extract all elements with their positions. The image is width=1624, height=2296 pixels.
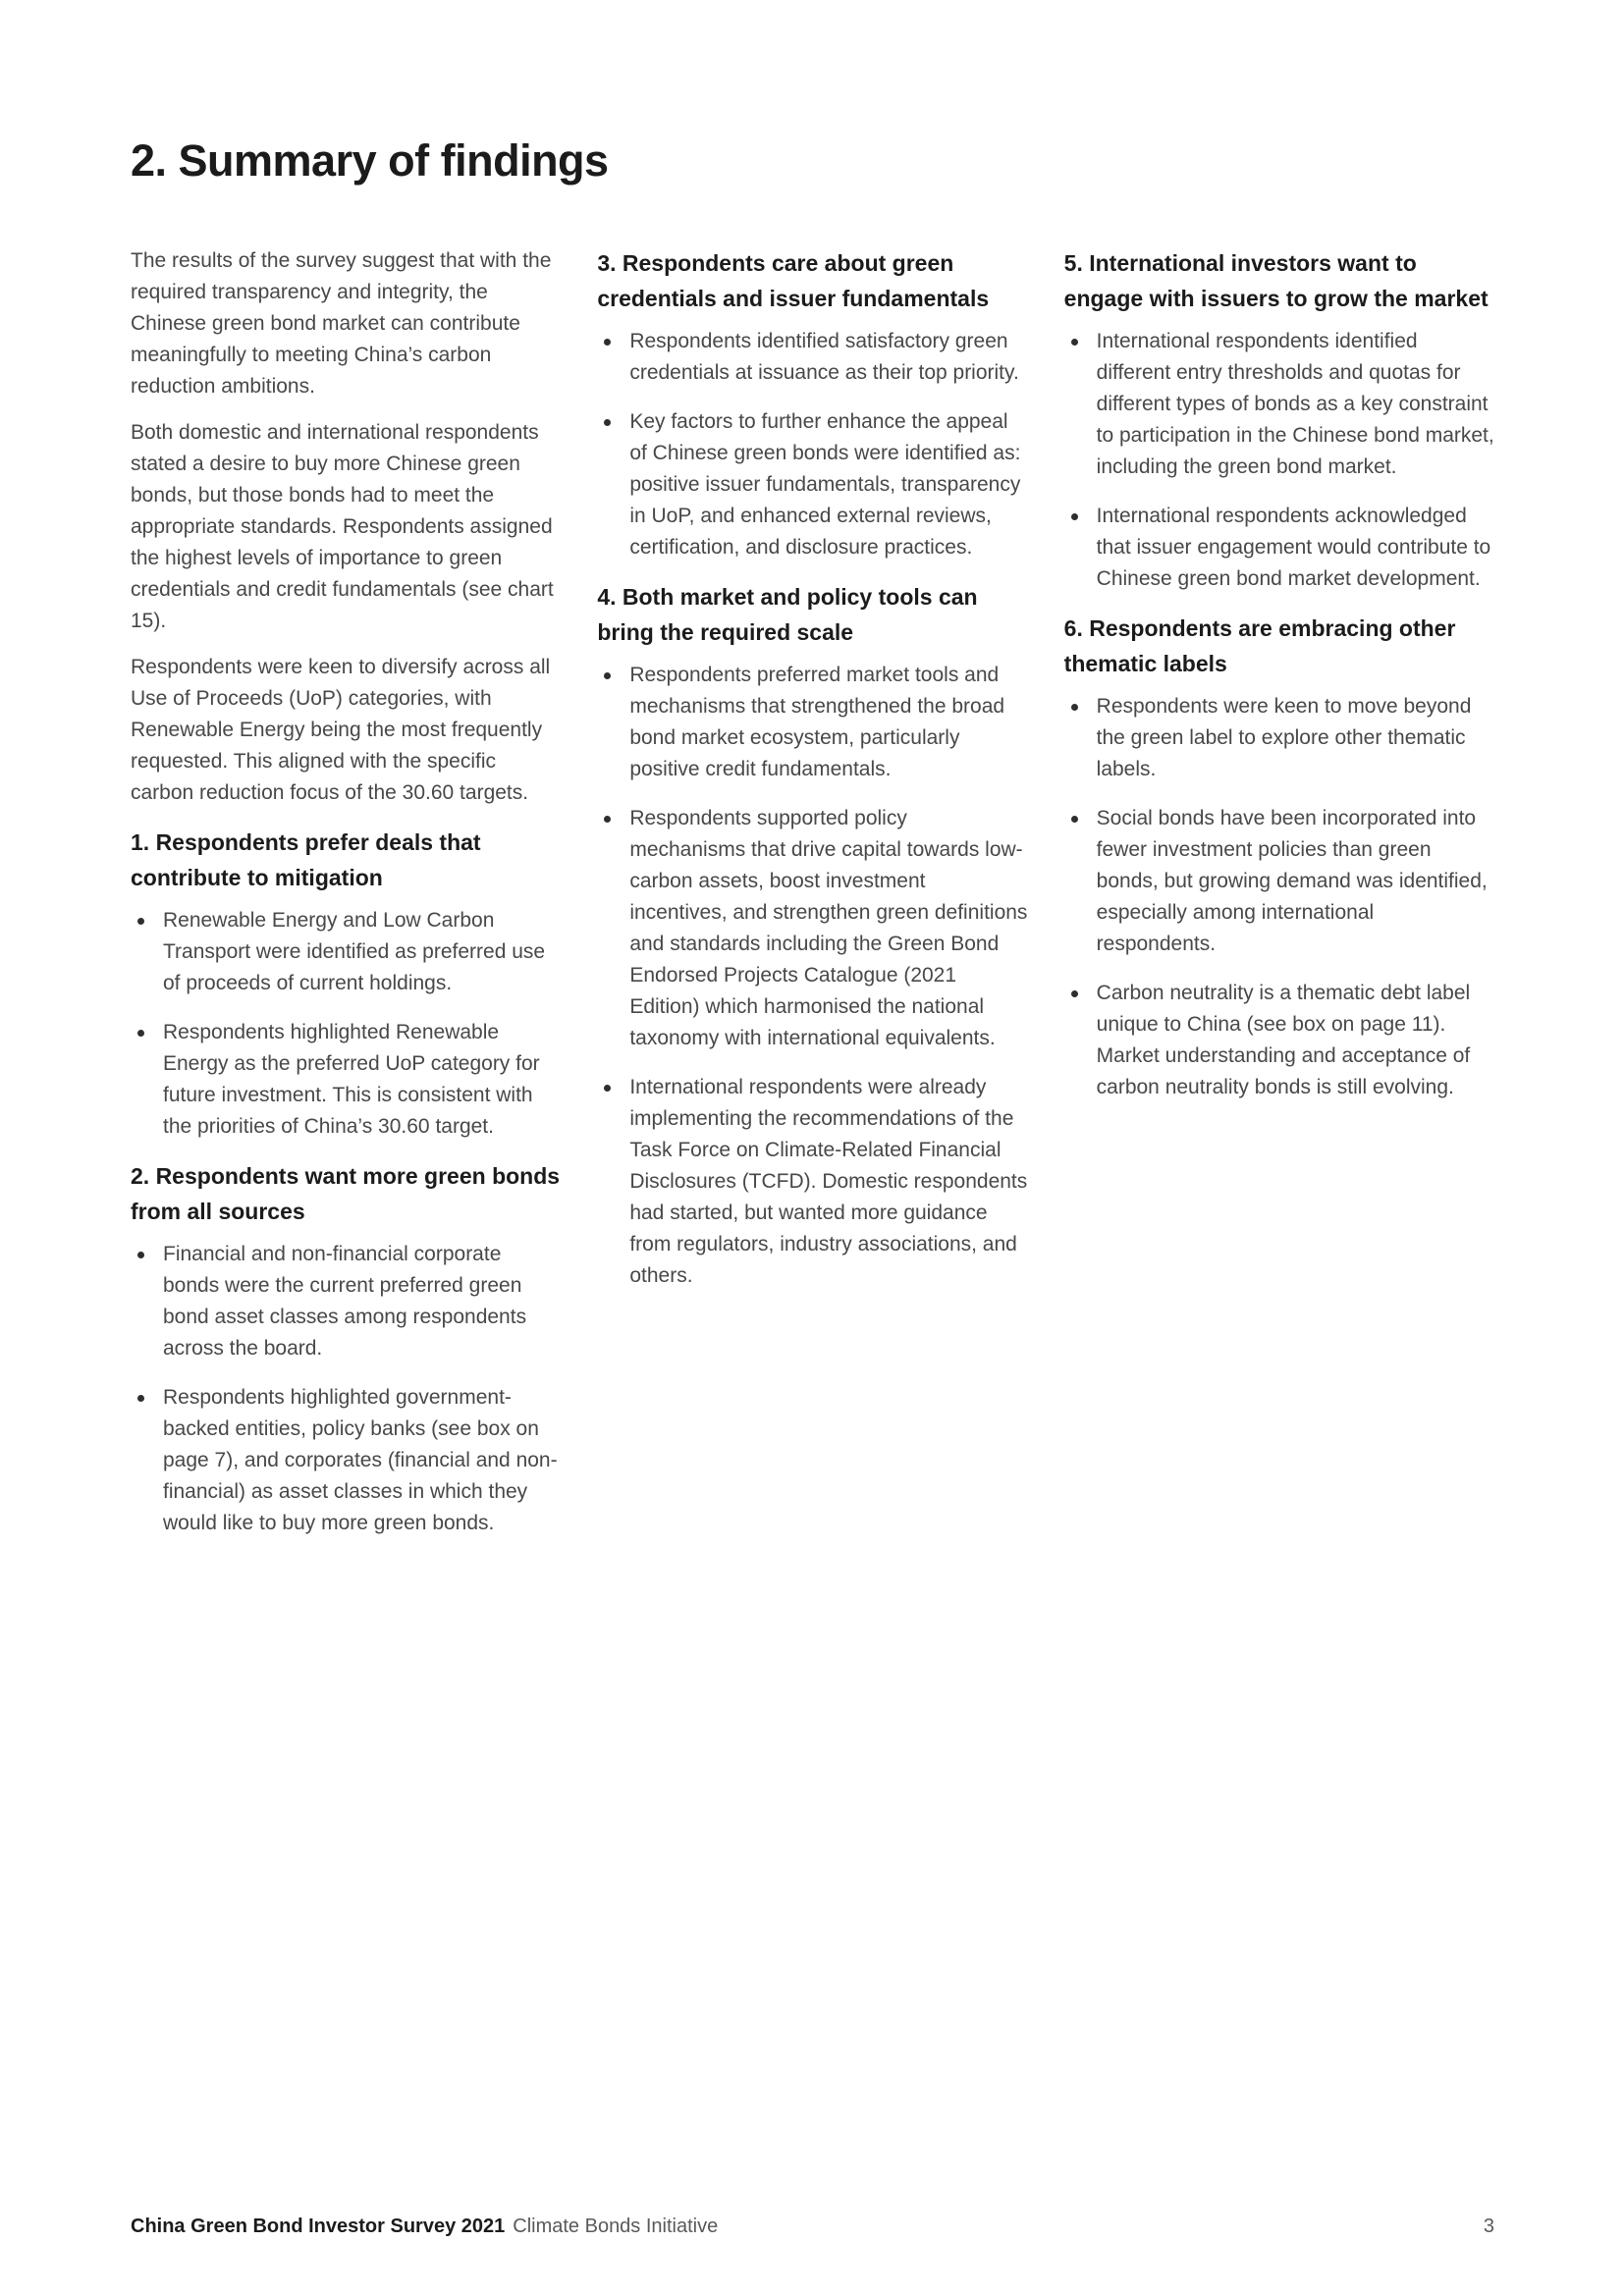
list-item: Respondents identified satisfactory green credentials at issuance as their top priority. [597,326,1027,389]
list-item: Financial and non-financial corporate bonds were the current preferred green bond asset classes among respondents across the board. [131,1239,561,1364]
content-columns [131,245,1494,1539]
list-item: Respondents highlighted government-backed entities, policy banks (see box on page 7), and corporates (financial and non-financial) as asset classes in which they would like to buy more green bonds. [131,1382,561,1539]
list-item: International respondents acknowledged that issuer engagement would contribute to Chinese green bond market development. [1064,501,1494,595]
page-number: 3 [1483,2216,1494,2237]
list-item: Respondents supported policy mechanisms that drive capital towards low-carbon assets, boost investment incentives, and strengthen green definitions and standards including the Green Bond Endorsed Projects Catalogue (2021 Edition) which harmonised the national taxonomy with international equivalents. [597,803,1027,1054]
section-2-list [131,1239,561,1539]
list-item: Social bonds have been incorporated into fewer investment policies than green bonds, but growing demand was identified, especially among international respondents. [1064,803,1494,960]
footer-org-name: Climate Bonds Initiative [513,2216,719,2237]
section-3-list [597,326,1027,563]
intro-paragraph-3: Respondents were keen to diversify across all Use of Proceeds (UoP) categories, with Renewable Energy being the most frequently requested. This aligned with the specific carbon reduction focus of the 30.60 targets. [131,656,551,804]
page-footer [131,2215,1494,2238]
section-5-heading: 5. International investors want to engage with issuers to grow the market [1063,250,1489,311]
section-6-heading: 6. Respondents are embracing other thematic labels [1063,615,1456,676]
section-1-heading: 1. Respondents prefer deals that contribute to mitigation [131,829,481,890]
column-1 [131,245,561,1539]
column-3 [1064,245,1494,1539]
section-3-heading: 3. Respondents care about green credentials and issuer fundamentals [597,250,990,311]
list-item: International respondents identified different entry thresholds and quotas for different types of bonds as a key constraint to participation in the Chinese bond market, including the green bond market. [1064,326,1494,483]
section-1-list [131,905,561,1143]
footer-report-title: China Green Bond Investor Survey 2021 [131,2216,506,2237]
page-title: 2. Summary of findings [131,135,609,186]
list-item: International respondents were already implementing the recommendations of the Task Force on Climate-Related Financial Disclosures (TCFD). Domestic respondents had started, but wanted more guidance from regulators, industry associations, and others. [597,1072,1027,1292]
section-4-list [597,660,1027,1292]
list-item: Key factors to further enhance the appeal of Chinese green bonds were identified as: positive issuer fundamentals, transparency in UoP, and enhanced external reviews, certification, and disclosure practices. [597,406,1027,563]
column-2 [597,245,1027,1539]
list-item: Respondents preferred market tools and mechanisms that strengthened the broad bond market ecosystem, particularly positive credit fundamentals. [597,660,1027,785]
list-item: Renewable Energy and Low Carbon Transport were identified as preferred use of proceeds of current holdings. [131,905,561,999]
list-item: Respondents were keen to move beyond the green label to explore other thematic labels. [1064,691,1494,785]
intro-paragraph-1: The results of the survey suggest that with the required transparency and integrity, the Chinese green bond market can contribute meaningfully to meeting China’s carbon reduction ambitions. [131,249,552,398]
section-4-heading: 4. Both market and policy tools can bring the required scale [597,584,978,645]
footer-left [131,2215,718,2238]
section-6-list [1064,691,1494,1103]
list-item: Carbon neutrality is a thematic debt label unique to China (see box on page 11). Market understanding and acceptance of carbon neutrality bonds is still evolving. [1064,978,1494,1103]
section-2-heading: 2. Respondents want more green bonds from all sources [131,1163,561,1224]
intro-paragraph-2: Both domestic and international respondents stated a desire to buy more Chinese green bonds, but those bonds had to meet the appropriate standards. Respondents assigned the highest levels of importance to green credentials and credit fundamentals (see chart 15). [131,421,554,632]
section-5-list [1064,326,1494,595]
list-item: Respondents highlighted Renewable Energy as the preferred UoP category for future investment. This is consistent with the priorities of China’s 30.60 target. [131,1017,561,1143]
